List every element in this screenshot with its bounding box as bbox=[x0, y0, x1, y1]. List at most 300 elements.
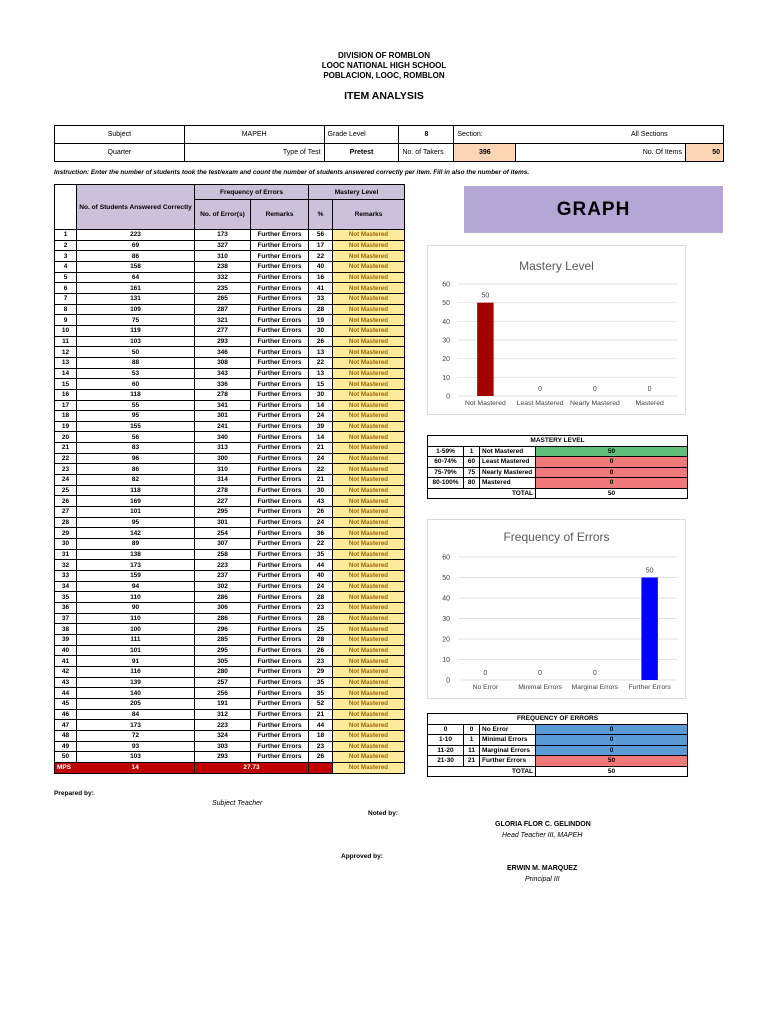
mastery-percent: 33 bbox=[309, 293, 333, 304]
range-label: 11-20 bbox=[428, 745, 464, 756]
item-number: 33 bbox=[55, 571, 77, 582]
mastery-percent: 26 bbox=[309, 645, 333, 656]
error-remark: Further Errors bbox=[251, 720, 309, 731]
y-tick-label: 10 bbox=[442, 657, 450, 664]
mastery-remark: Not Mastered bbox=[333, 336, 405, 347]
correct-count[interactable]: 138 bbox=[77, 549, 195, 560]
frequency-chart bbox=[427, 519, 686, 699]
correct-count[interactable]: 60 bbox=[77, 379, 195, 390]
mastery-percent: 22 bbox=[309, 464, 333, 475]
table-row bbox=[55, 571, 405, 582]
item-number: 45 bbox=[55, 698, 77, 709]
level-count: 0 bbox=[536, 478, 688, 489]
mastery-remark: Not Mastered bbox=[333, 507, 405, 518]
mastery-percent: 28 bbox=[309, 613, 333, 624]
error-remark: Further Errors bbox=[251, 634, 309, 645]
error-remark: Further Errors bbox=[251, 293, 309, 304]
mastery-percent: 23 bbox=[309, 656, 333, 667]
mastery-percent: 35 bbox=[309, 677, 333, 688]
table-row bbox=[55, 368, 405, 379]
y-tick-label: 0 bbox=[446, 393, 450, 401]
mastery-remark: Not Mastered bbox=[333, 592, 405, 603]
error-count: 277 bbox=[195, 325, 251, 336]
error-count: 235 bbox=[195, 283, 251, 294]
error-remark: Further Errors bbox=[251, 272, 309, 283]
error-count: 300 bbox=[195, 453, 251, 464]
error-remark: Further Errors bbox=[251, 752, 309, 763]
item-number: 21 bbox=[55, 443, 77, 454]
item-number: 13 bbox=[55, 357, 77, 368]
item-number: 25 bbox=[55, 485, 77, 496]
range-min: 0 bbox=[464, 724, 480, 735]
table-row bbox=[55, 656, 405, 667]
correct-count[interactable]: 101 bbox=[77, 645, 195, 656]
correct-count[interactable]: 103 bbox=[77, 336, 195, 347]
error-count: 310 bbox=[195, 251, 251, 262]
mastery-percent: 44 bbox=[309, 720, 333, 731]
data-label: 0 bbox=[592, 386, 597, 393]
correct-count[interactable]: 50 bbox=[77, 347, 195, 358]
error-count: 341 bbox=[195, 400, 251, 411]
table-row bbox=[55, 581, 405, 592]
correct-count[interactable]: 86 bbox=[77, 251, 195, 262]
mastery-remark: Not Mastered bbox=[333, 251, 405, 262]
data-label: 0 bbox=[538, 670, 543, 677]
correct-count[interactable]: 139 bbox=[77, 677, 195, 688]
page-title: ITEM ANALYSIS bbox=[344, 90, 424, 102]
school-name: LOOC NATIONAL HIGH SCHOOL bbox=[321, 61, 447, 70]
mastery-percent: 29 bbox=[309, 666, 333, 677]
item-number: 38 bbox=[55, 624, 77, 635]
quarter-label: Quarter bbox=[55, 144, 185, 162]
table-row bbox=[55, 752, 405, 763]
error-count: 258 bbox=[195, 549, 251, 560]
correct-count[interactable]: 173 bbox=[77, 720, 195, 731]
correct-count[interactable]: 110 bbox=[77, 613, 195, 624]
correct-count[interactable]: 173 bbox=[77, 560, 195, 571]
correct-count[interactable]: 95 bbox=[77, 411, 195, 422]
table-row bbox=[55, 507, 405, 518]
errors-table-caption: FREQUENCY OF ERRORS bbox=[428, 714, 688, 725]
type-label: Type of Test bbox=[184, 144, 324, 162]
error-remark: Further Errors bbox=[251, 357, 309, 368]
table-row bbox=[55, 496, 405, 507]
error-remark: Further Errors bbox=[251, 602, 309, 613]
correct-count[interactable]: 93 bbox=[77, 741, 195, 752]
mastery-remark: Not Mastered bbox=[333, 464, 405, 475]
mastery-remark: Not Mastered bbox=[333, 432, 405, 443]
approved-name: ERWIN M. MARQUEZ bbox=[507, 865, 578, 872]
subject-teacher-label: Subject Teacher bbox=[212, 800, 263, 807]
mastery-percent: 44 bbox=[309, 560, 333, 571]
mastery-percent: 26 bbox=[309, 752, 333, 763]
error-count: 301 bbox=[195, 517, 251, 528]
approved-title: Principal III bbox=[525, 876, 560, 883]
item-number: 17 bbox=[55, 400, 77, 411]
error-remark: Further Errors bbox=[251, 698, 309, 709]
correct-count[interactable]: 118 bbox=[77, 485, 195, 496]
section-value[interactable]: All Sections bbox=[576, 126, 724, 144]
correct-count[interactable]: 161 bbox=[77, 283, 195, 294]
type-value[interactable]: Pretest bbox=[324, 144, 399, 162]
mastery-percent: 43 bbox=[309, 496, 333, 507]
error-remark: Further Errors bbox=[251, 571, 309, 582]
mastery-remark: Not Mastered bbox=[333, 357, 405, 368]
error-remark: Further Errors bbox=[251, 230, 309, 241]
error-remark: Further Errors bbox=[251, 389, 309, 400]
x-tick-label: Not Mastered bbox=[464, 400, 506, 407]
table-row bbox=[55, 272, 405, 283]
x-tick-label: Further Errors bbox=[628, 684, 671, 691]
mastery-remark: Not Mastered bbox=[333, 688, 405, 699]
range-min: 1 bbox=[464, 735, 480, 746]
range-min: 1 bbox=[464, 446, 480, 457]
mastery-percent: 23 bbox=[309, 741, 333, 752]
correct-count[interactable]: 84 bbox=[77, 709, 195, 720]
mastery-percent: 26 bbox=[309, 507, 333, 518]
item-number: 27 bbox=[55, 507, 77, 518]
graph-heading: GRAPH bbox=[464, 186, 723, 233]
item-number: 29 bbox=[55, 528, 77, 539]
error-count: 340 bbox=[195, 432, 251, 443]
item-number: 5 bbox=[55, 272, 77, 283]
error-remark: Further Errors bbox=[251, 315, 309, 326]
level-label: Mastered bbox=[480, 478, 536, 489]
error-remark: Further Errors bbox=[251, 485, 309, 496]
error-label: Minimal Errors bbox=[480, 735, 536, 746]
correct-count[interactable]: 75 bbox=[77, 315, 195, 326]
items-value[interactable]: 50 bbox=[685, 144, 723, 162]
table-row bbox=[55, 315, 405, 326]
error-remark: Further Errors bbox=[251, 517, 309, 528]
correct-count[interactable]: 82 bbox=[77, 475, 195, 486]
error-remark: Further Errors bbox=[251, 368, 309, 379]
x-tick-label: Marginal Errors bbox=[571, 684, 619, 691]
error-count: 257 bbox=[195, 677, 251, 688]
item-number: 6 bbox=[55, 283, 77, 294]
error-count: 285 bbox=[195, 634, 251, 645]
table-row bbox=[55, 251, 405, 262]
subject-value[interactable]: MAPEH bbox=[184, 126, 324, 144]
takers-value[interactable]: 396 bbox=[454, 144, 516, 162]
table-row bbox=[55, 464, 405, 475]
correct-count[interactable]: 119 bbox=[77, 325, 195, 336]
range-min: 11 bbox=[464, 745, 480, 756]
mastery-percent: 16 bbox=[309, 272, 333, 283]
table-row bbox=[55, 453, 405, 464]
mastery-remark: Not Mastered bbox=[333, 624, 405, 635]
errors-total-label: TOTAL bbox=[428, 766, 536, 777]
correct-count[interactable]: 91 bbox=[77, 656, 195, 667]
error-count: 302 bbox=[195, 581, 251, 592]
mastery-percent: 25 bbox=[309, 624, 333, 635]
correct-count[interactable]: 223 bbox=[77, 230, 195, 241]
item-number: 50 bbox=[55, 752, 77, 763]
error-remark: Further Errors bbox=[251, 464, 309, 475]
chart-title: Mastery Level bbox=[519, 259, 594, 273]
error-count: 241 bbox=[195, 421, 251, 432]
header-remarks: Remarks bbox=[251, 200, 309, 230]
mastery-remark: Not Mastered bbox=[333, 411, 405, 422]
mastery-percent: 35 bbox=[309, 549, 333, 560]
header-errors: No. of Error(s) bbox=[195, 200, 251, 230]
mastery-remark: Not Mastered bbox=[333, 656, 405, 667]
correct-count[interactable]: 140 bbox=[77, 688, 195, 699]
error-remark: Further Errors bbox=[251, 379, 309, 390]
mastery-percent: 13 bbox=[309, 368, 333, 379]
table-row bbox=[55, 432, 405, 443]
noted-title: Head Teacher III, MAPEH bbox=[502, 832, 583, 839]
correct-count[interactable]: 101 bbox=[77, 507, 195, 518]
mastery-remark: Not Mastered bbox=[333, 453, 405, 464]
error-count: 346 bbox=[195, 347, 251, 358]
table-row bbox=[55, 528, 405, 539]
correct-count[interactable]: 142 bbox=[77, 528, 195, 539]
error-count: 305 bbox=[195, 656, 251, 667]
range-min: 75 bbox=[464, 467, 480, 478]
range-label: 75-79% bbox=[428, 467, 464, 478]
correct-count[interactable]: 159 bbox=[77, 571, 195, 582]
table-row bbox=[55, 230, 405, 241]
y-tick-label: 50 bbox=[442, 575, 450, 582]
mastery-total-label: TOTAL bbox=[428, 488, 536, 499]
mastery-percent: 35 bbox=[309, 688, 333, 699]
table-row bbox=[55, 549, 405, 560]
correct-count[interactable]: 158 bbox=[77, 261, 195, 272]
y-tick-label: 60 bbox=[442, 554, 450, 562]
error-count: 237 bbox=[195, 571, 251, 582]
mastery-percent: 28 bbox=[309, 592, 333, 603]
error-remark: Further Errors bbox=[251, 283, 309, 294]
mastery-percent: 21 bbox=[309, 475, 333, 486]
correct-count[interactable]: 169 bbox=[77, 496, 195, 507]
x-tick-label: Least Mastered bbox=[516, 400, 564, 407]
error-count: 293 bbox=[195, 752, 251, 763]
correct-count[interactable]: 83 bbox=[77, 443, 195, 454]
item-number: 23 bbox=[55, 464, 77, 475]
correct-count[interactable]: 103 bbox=[77, 752, 195, 763]
mastery-remark: Not Mastered bbox=[333, 720, 405, 731]
mastery-percent: 15 bbox=[309, 379, 333, 390]
correct-count[interactable]: 110 bbox=[77, 592, 195, 603]
mastery-remark: Not Mastered bbox=[333, 539, 405, 550]
mastery-level-table bbox=[427, 435, 688, 499]
error-remark: Further Errors bbox=[251, 709, 309, 720]
table-row bbox=[55, 709, 405, 720]
error-remark: Further Errors bbox=[251, 730, 309, 741]
correct-count[interactable]: 155 bbox=[77, 421, 195, 432]
table-row bbox=[55, 411, 405, 422]
correct-count[interactable]: 100 bbox=[77, 624, 195, 635]
item-number: 7 bbox=[55, 293, 77, 304]
item-number: 41 bbox=[55, 656, 77, 667]
table-row bbox=[55, 741, 405, 752]
correct-count[interactable]: 90 bbox=[77, 602, 195, 613]
item-number: 9 bbox=[55, 315, 77, 326]
error-remark: Further Errors bbox=[251, 496, 309, 507]
mastery-percent: 21 bbox=[309, 443, 333, 454]
correct-count[interactable]: 116 bbox=[77, 666, 195, 677]
mastery-percent: 28 bbox=[309, 634, 333, 645]
error-count: 173 bbox=[195, 230, 251, 241]
mastery-percent: 14 bbox=[309, 432, 333, 443]
division-name: DIVISION OF ROMBLON bbox=[338, 51, 430, 60]
correct-count[interactable]: 131 bbox=[77, 293, 195, 304]
mastery-remark: Not Mastered bbox=[333, 421, 405, 432]
y-tick-label: 0 bbox=[446, 677, 450, 685]
item-number: 40 bbox=[55, 645, 77, 656]
mastery-remark: Not Mastered bbox=[333, 347, 405, 358]
mastery-remark: Not Mastered bbox=[333, 666, 405, 677]
noted-name: GLORIA FLOR C. GELINDON bbox=[495, 821, 591, 828]
correct-count[interactable]: 89 bbox=[77, 539, 195, 550]
mastery-remark: Not Mastered bbox=[333, 698, 405, 709]
mastery-percent: 41 bbox=[309, 283, 333, 294]
range-label: 1-59% bbox=[428, 446, 464, 457]
mastery-percent: 24 bbox=[309, 453, 333, 464]
y-tick-label: 30 bbox=[442, 337, 450, 345]
correct-count[interactable]: 109 bbox=[77, 304, 195, 315]
table-row bbox=[55, 293, 405, 304]
mastery-remark: Not Mastered bbox=[333, 325, 405, 336]
error-count: 295 bbox=[195, 645, 251, 656]
mastery-remark: Not Mastered bbox=[333, 293, 405, 304]
error-label: Further Errors bbox=[480, 756, 536, 767]
correct-count[interactable]: 53 bbox=[77, 368, 195, 379]
table-row bbox=[55, 379, 405, 390]
item-number: 36 bbox=[55, 602, 77, 613]
mastery-remark: Not Mastered bbox=[333, 400, 405, 411]
error-count: 50 bbox=[536, 756, 688, 767]
data-label: 0 bbox=[538, 386, 543, 393]
y-tick-label: 30 bbox=[442, 616, 450, 623]
errors-total: 50 bbox=[536, 766, 688, 777]
mastery-percent: 52 bbox=[309, 698, 333, 709]
table-row bbox=[55, 357, 405, 368]
correct-count[interactable]: 95 bbox=[77, 517, 195, 528]
item-number: 24 bbox=[55, 475, 77, 486]
item-number: 14 bbox=[55, 368, 77, 379]
table-row bbox=[55, 304, 405, 315]
correct-count[interactable]: 72 bbox=[77, 730, 195, 741]
data-label: 50 bbox=[481, 292, 490, 300]
correct-count[interactable]: 96 bbox=[77, 453, 195, 464]
mastery-percent: 30 bbox=[309, 325, 333, 336]
correct-count[interactable]: 86 bbox=[77, 464, 195, 475]
error-count: 286 bbox=[195, 613, 251, 624]
error-count: 280 bbox=[195, 666, 251, 677]
approved-by-label: Approved by: bbox=[341, 853, 383, 860]
error-count: 306 bbox=[195, 602, 251, 613]
error-remark: Further Errors bbox=[251, 677, 309, 688]
error-count: 238 bbox=[195, 261, 251, 272]
mastery-remark: Not Mastered bbox=[333, 709, 405, 720]
items-label: No. Of Items bbox=[516, 144, 686, 162]
mps-percent: 27.73 bbox=[195, 762, 309, 773]
correct-count[interactable]: 88 bbox=[77, 357, 195, 368]
header-remarks-mastery: Remarks bbox=[333, 200, 405, 230]
error-count: 278 bbox=[195, 485, 251, 496]
mastery-percent: 30 bbox=[309, 389, 333, 400]
error-count: 293 bbox=[195, 336, 251, 347]
item-number: 31 bbox=[55, 549, 77, 560]
bar bbox=[477, 303, 493, 396]
mastery-percent: 26 bbox=[309, 336, 333, 347]
grade-label: Grade Level bbox=[324, 126, 399, 144]
correct-count[interactable]: 205 bbox=[77, 698, 195, 709]
error-count: 0 bbox=[536, 735, 688, 746]
item-analysis-table bbox=[54, 184, 405, 774]
error-count: 336 bbox=[195, 379, 251, 390]
error-remark: Further Errors bbox=[251, 411, 309, 422]
correct-count[interactable]: 56 bbox=[77, 432, 195, 443]
table-row bbox=[55, 688, 405, 699]
item-number: 10 bbox=[55, 325, 77, 336]
range-label: 0 bbox=[428, 724, 464, 735]
level-count: 0 bbox=[536, 457, 688, 468]
item-number: 44 bbox=[55, 688, 77, 699]
error-remark: Further Errors bbox=[251, 592, 309, 603]
item-number: 8 bbox=[55, 304, 77, 315]
correct-count[interactable]: 111 bbox=[77, 634, 195, 645]
mastery-percent: 28 bbox=[309, 304, 333, 315]
error-remark: Further Errors bbox=[251, 443, 309, 454]
error-remark: Further Errors bbox=[251, 549, 309, 560]
mastery-percent: 17 bbox=[309, 240, 333, 251]
subject-label: Subject bbox=[55, 126, 185, 144]
mastery-remark: Not Mastered bbox=[333, 549, 405, 560]
error-count: 287 bbox=[195, 304, 251, 315]
prepared-by-label: Prepared by: bbox=[54, 790, 94, 797]
table-row bbox=[55, 645, 405, 656]
table-row bbox=[55, 677, 405, 688]
grade-value[interactable]: 8 bbox=[399, 126, 454, 144]
error-remark: Further Errors bbox=[251, 539, 309, 550]
item-number: 47 bbox=[55, 720, 77, 731]
error-count: 0 bbox=[536, 724, 688, 735]
item-number: 1 bbox=[55, 230, 77, 241]
error-remark: Further Errors bbox=[251, 475, 309, 486]
data-label: 50 bbox=[645, 567, 654, 575]
error-remark: Further Errors bbox=[251, 336, 309, 347]
data-label: 0 bbox=[647, 386, 652, 393]
mastery-percent: 22 bbox=[309, 539, 333, 550]
correct-count[interactable]: 94 bbox=[77, 581, 195, 592]
y-tick-label: 40 bbox=[442, 595, 450, 603]
error-count: 312 bbox=[195, 709, 251, 720]
correct-count[interactable]: 69 bbox=[77, 240, 195, 251]
mastery-table-caption: MASTERY LEVEL bbox=[428, 436, 688, 447]
mastery-chart bbox=[427, 245, 686, 415]
correct-count[interactable]: 55 bbox=[77, 400, 195, 411]
mastery-percent: 36 bbox=[309, 528, 333, 539]
mastery-remark: Not Mastered bbox=[333, 634, 405, 645]
item-number: 39 bbox=[55, 634, 77, 645]
mastery-remark: Not Mastered bbox=[333, 379, 405, 390]
table-row bbox=[55, 421, 405, 432]
table-row bbox=[55, 666, 405, 677]
mastery-remark: Not Mastered bbox=[333, 730, 405, 741]
error-remark: Further Errors bbox=[251, 240, 309, 251]
correct-count[interactable]: 118 bbox=[77, 389, 195, 400]
correct-count[interactable]: 64 bbox=[77, 272, 195, 283]
item-number: 30 bbox=[55, 539, 77, 550]
mastery-percent: 21 bbox=[309, 709, 333, 720]
table-row bbox=[55, 443, 405, 454]
error-remark: Further Errors bbox=[251, 624, 309, 635]
item-number: 3 bbox=[55, 251, 77, 262]
level-count: 0 bbox=[536, 467, 688, 478]
